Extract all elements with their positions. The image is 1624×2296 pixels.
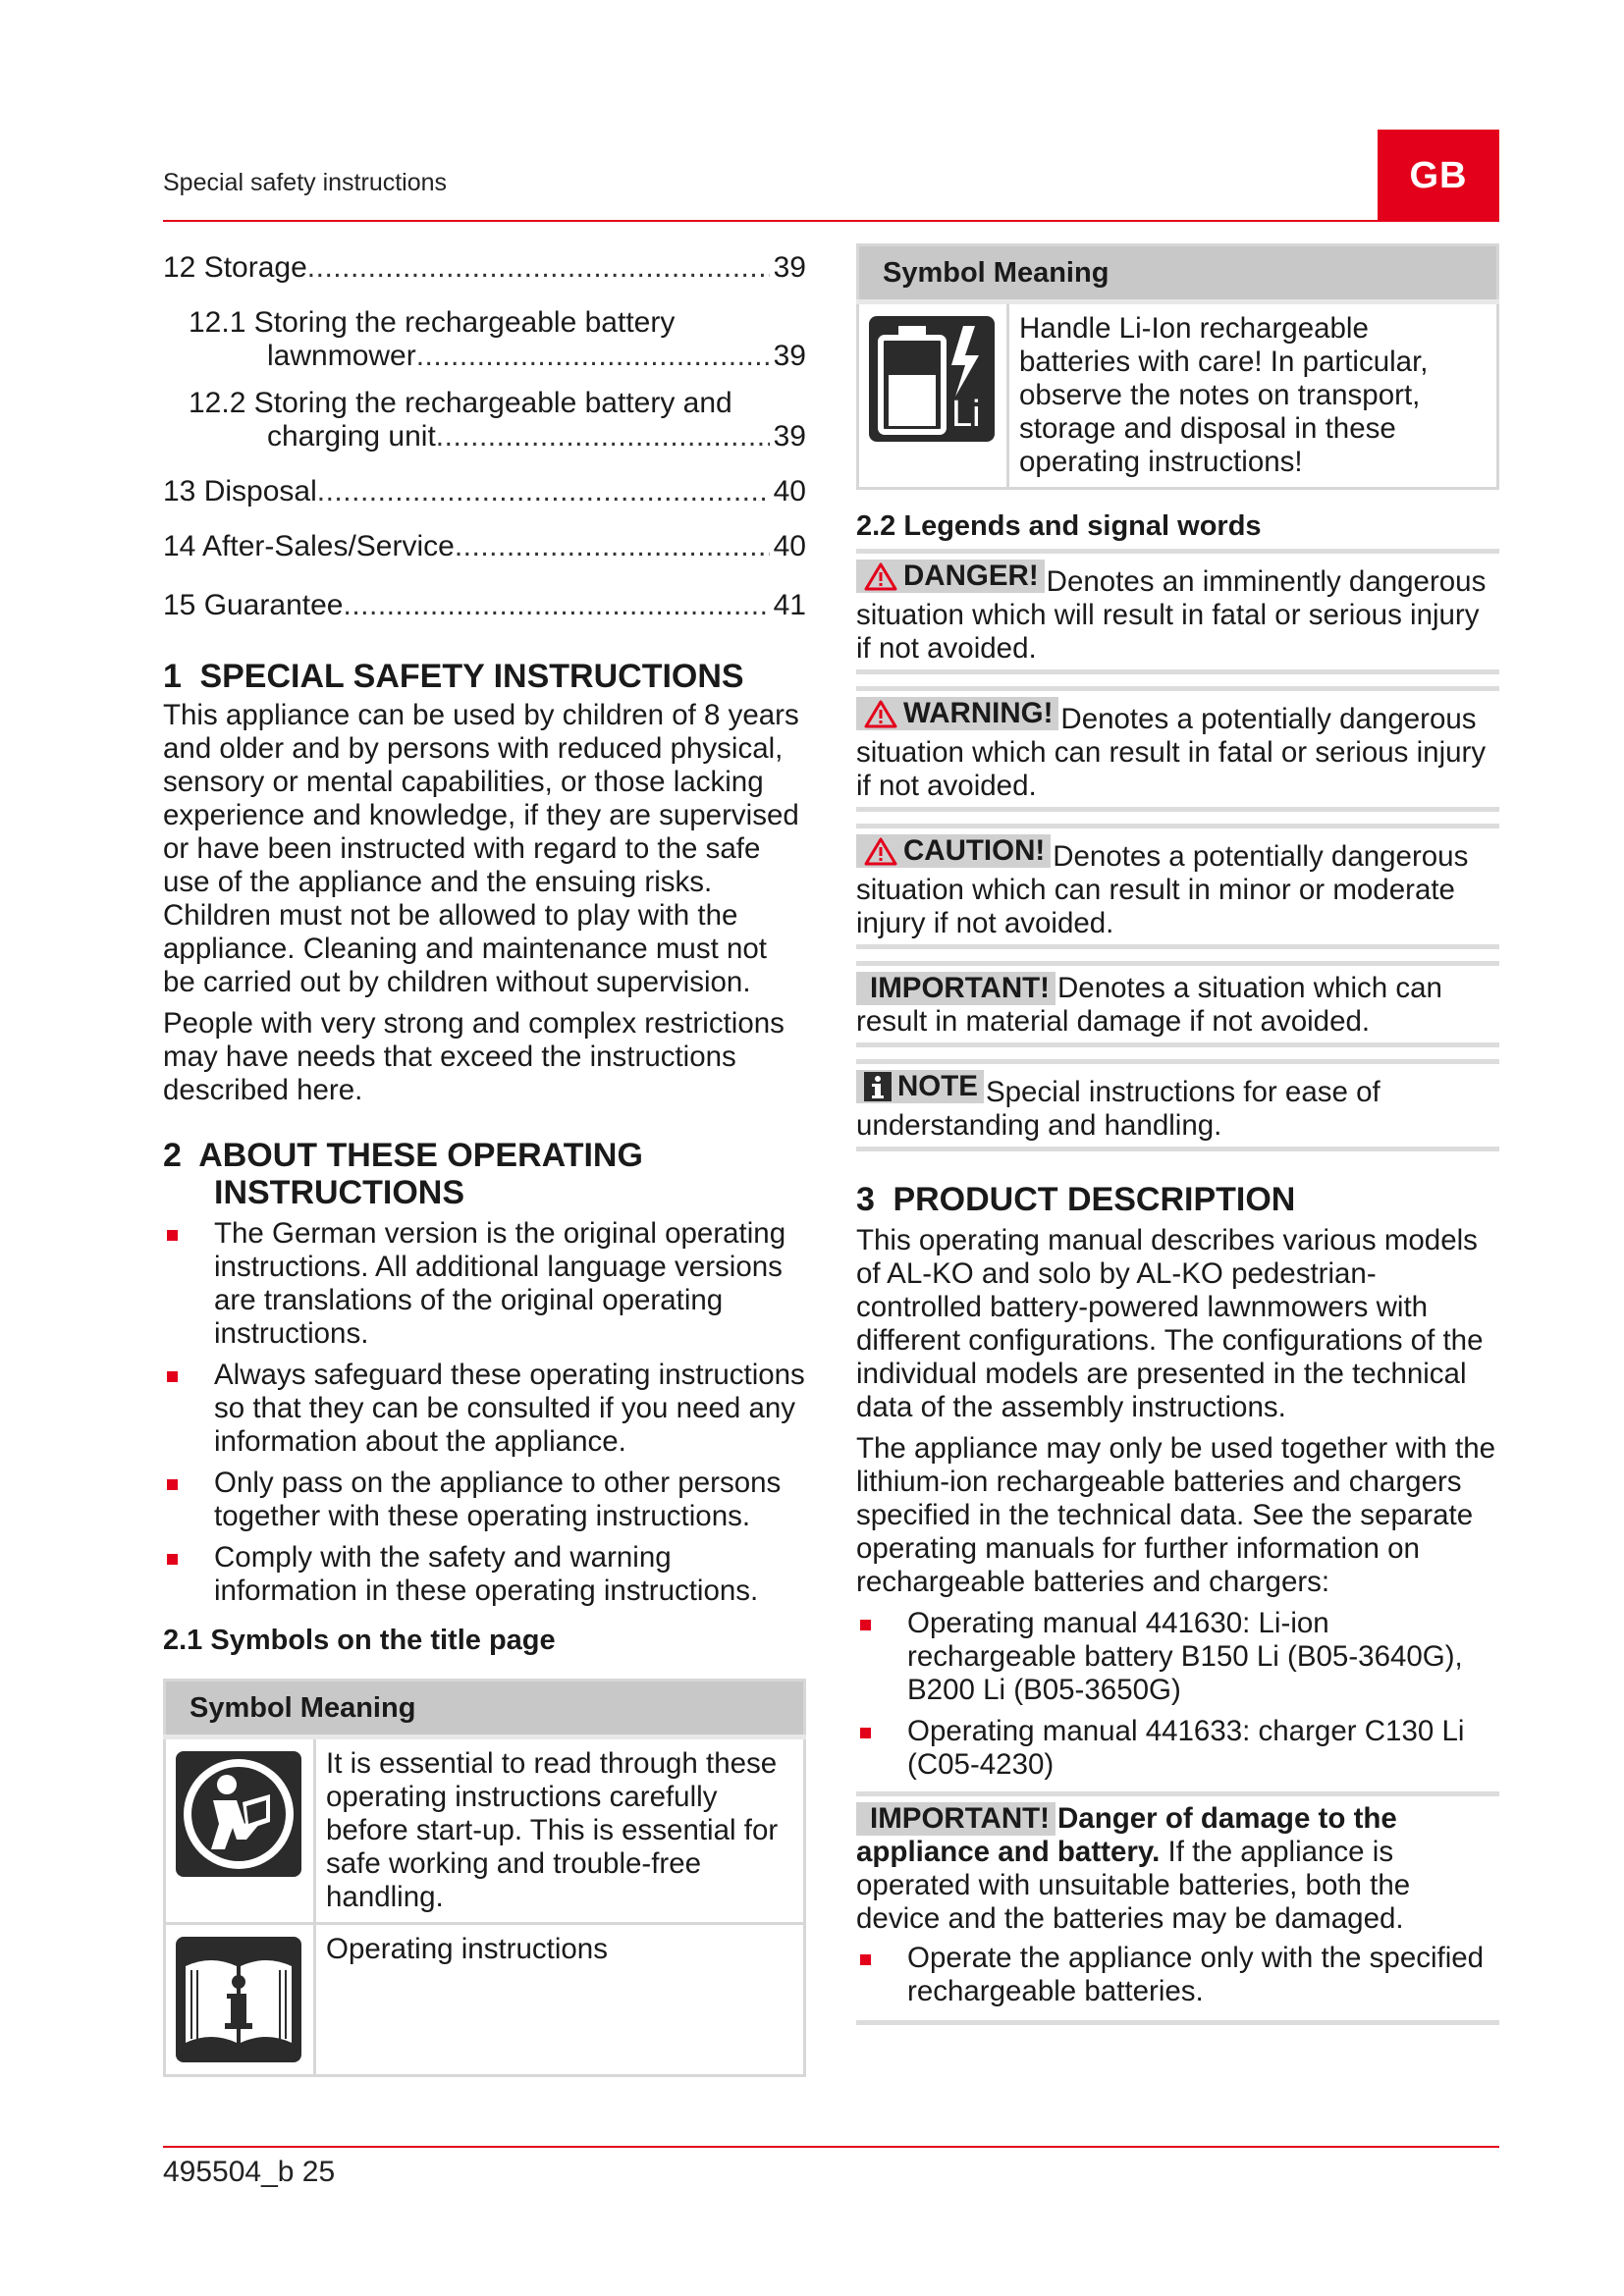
footer-divider: [163, 2146, 1499, 2148]
toc-entry-after-sales[interactable]: 14 After-Sales/Service ..... 40: [163, 530, 806, 563]
section-1-paragraph-1: This appliance can be used by children of 8 years and older and by persons with reduced physical, sensory or mental capabilities, or those lacking experience and knowledge, if they are supervised or have been instructed with regard to the safe use of the appliance and the ensuing risks. Children must not be allowed to play with the appliance. Cleaning and maintenance must not be carried out by children without supervision.: [163, 699, 799, 998]
operating-instructions-book-icon: [165, 1924, 315, 2076]
table-row: [858, 302, 1498, 489]
language-badge: GB: [1378, 130, 1499, 222]
signal-important-battery: [856, 1791, 1499, 2025]
table-header: Symbol Meaning: [165, 1681, 805, 1737]
toc-entry-storage-charger[interactable]: 12.2 Storing the rechargeable battery and charging unit ..... 39: [163, 387, 806, 454]
signal-note: [856, 1059, 1499, 1151]
section-3-bullet-list: [856, 1607, 1499, 1782]
info-icon: [864, 1072, 892, 1101]
list-item: Operate the appliance only with the specified rechargeable batteries.: [856, 1942, 1499, 2008]
signal-caution: [856, 824, 1499, 949]
warning-triangle-icon: [864, 699, 897, 728]
title-page-symbols-table: [163, 1679, 806, 2077]
signal-label: IMPORTANT!: [870, 972, 1050, 1004]
section-3-paragraph-2: The appliance may only be used together with the lithium-ion rechargeable batteries and chargers specified in the technical data. See the separate operating manuals for further information on rechargeable batteries and chargers:: [856, 1432, 1496, 1598]
signal-text: Denotes a situation which can result in material damage if not avoided.: [856, 972, 1442, 1038]
warning-triangle-icon: [864, 836, 897, 866]
signal-label: NOTE: [897, 1070, 978, 1102]
svg-text:Li: Li: [951, 394, 981, 435]
table-of-contents: [163, 251, 806, 622]
signal-text: Denotes a potentially dangerous situation which can result in fatal or serious injury if not avoided.: [856, 703, 1487, 802]
table-header: Symbol Meaning: [858, 245, 1498, 302]
signal-label: CAUTION!: [903, 834, 1046, 867]
list-item: Operating manual 441633: charger C130 Li (C05-4230): [856, 1715, 1499, 1782]
symbol-meaning: It is essential to read through these operating instructions carefully before start-up. This is essential for safe working and trouble-free handling.: [315, 1737, 805, 1924]
signal-danger: [856, 549, 1499, 674]
list-item: Operating manual 441630: Li-ion rechargeable battery B150 Li (B05-3640G), B200 Li (B05-3650G): [856, 1607, 1499, 1707]
running-header: Special safety instructions: [163, 169, 448, 196]
li-ion-battery-icon: [858, 302, 1008, 489]
battery-symbol-table: [856, 243, 1499, 490]
section-2-1-heading: 2.1 Symbols on the title page: [163, 1625, 556, 1656]
signal-label: DANGER!: [903, 560, 1039, 592]
signal-text: Denotes a potentially dangerous situation which can result in minor or moderate injury if not avoided.: [856, 840, 1469, 939]
list-item: Comply with the safety and warning information in these operating instructions.: [163, 1541, 806, 1608]
section-3-heading: 3 PRODUCT DESCRIPTION: [856, 1181, 1296, 1218]
section-2-2-heading: 2.2 Legends and signal words: [856, 510, 1262, 542]
signal-text: Denotes an imminently dangerous situation which will result in fatal or serious injury if not avoided.: [856, 565, 1487, 665]
signal-label: WARNING!: [903, 697, 1054, 729]
table-row: [165, 1737, 805, 1924]
toc-entry-disposal[interactable]: 13 Disposal ..... 40: [163, 475, 806, 508]
symbol-meaning: Handle Li-Ion rechargeable batteries with care! In particular, observe the notes on transport, storage and disposal in these operating instructions!: [1008, 302, 1498, 489]
list-item: Always safeguard these operating instructions so that they can be consulted if you need any information about the appliance.: [163, 1359, 806, 1459]
signal-text: Special instructions for ease of understanding and handling.: [856, 1076, 1380, 1142]
signal-text: If the appliance is operated with unsuitable batteries, both the device and the batteries may be damaged.: [856, 1836, 1411, 1935]
page-footer: 495504_b 25: [163, 2156, 336, 2188]
section-2-bullet-list: [163, 1217, 806, 1608]
toc-entry-storage-lawnmower[interactable]: 12.1 Storing the rechargeable battery lawnmower ..... 39: [163, 306, 806, 373]
section-1-heading: 1 SPECIAL SAFETY INSTRUCTIONS: [163, 658, 744, 695]
warning-triangle-icon: [864, 561, 897, 591]
signal-important: [856, 961, 1499, 1047]
toc-entry-guarantee[interactable]: 15 Guarantee ..... 41: [163, 589, 806, 622]
toc-entry-storage[interactable]: 12 Storage ..... 39: [163, 251, 806, 285]
table-row: [165, 1924, 805, 2076]
signal-warning: [856, 686, 1499, 812]
section-2-heading: 2 ABOUT THESE OPERATING INSTRUCTIONS: [163, 1137, 643, 1211]
list-item: The German version is the original operating instructions. All additional language versions are translations of the original operating instructions.: [163, 1217, 806, 1351]
symbol-meaning: Operating instructions: [315, 1924, 805, 2076]
header-divider: [163, 220, 1499, 222]
left-column: [163, 251, 806, 2077]
important-heading: Danger of damage to the appliance and battery.: [856, 1802, 1397, 1868]
right-column: [856, 243, 1499, 2037]
section-3-paragraph-1: This operating manual describes various models of AL-KO and solo by AL-KO pedestrian-controlled battery-powered lawnmowers with different configurations. The configurations of the individual models are presented in the technical data of the assembly instructions.: [856, 1224, 1484, 1423]
signal-label: IMPORTANT!: [870, 1802, 1050, 1835]
list-item: Only pass on the appliance to other persons together with these operating instructions.: [163, 1467, 806, 1533]
read-manual-icon: [165, 1737, 315, 1924]
section-1-paragraph-2: People with very strong and complex restrictions may have needs that exceed the instructions described here.: [163, 1007, 785, 1106]
